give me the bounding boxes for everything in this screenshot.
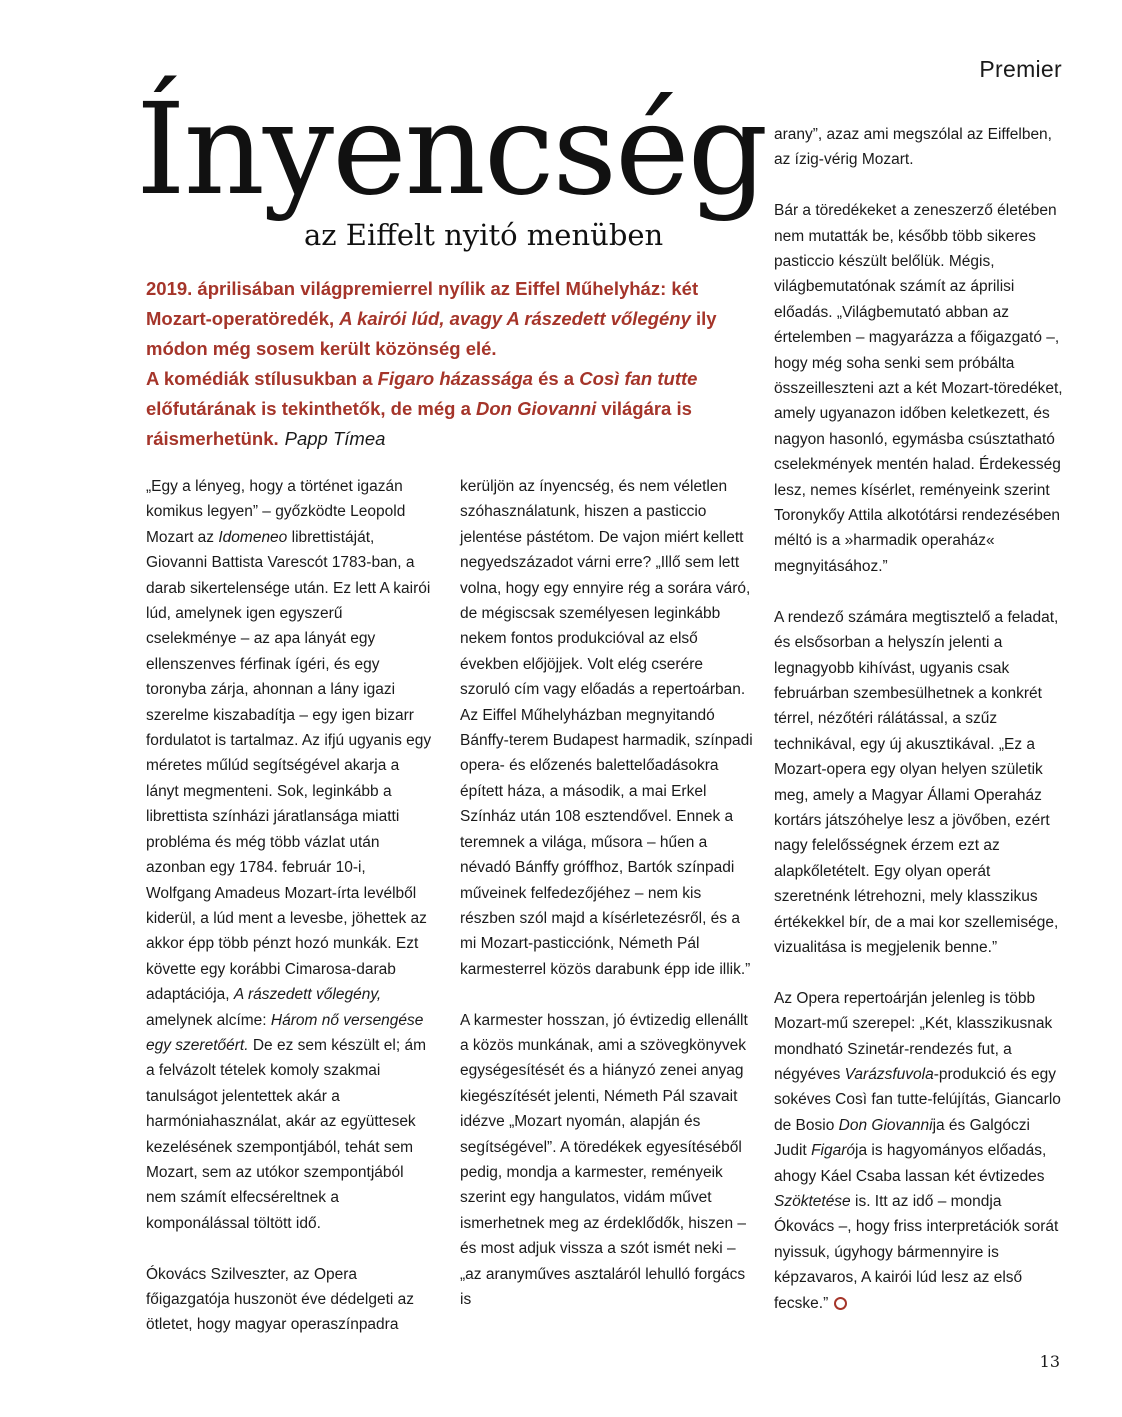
lead-paragraph (146, 274, 746, 454)
body-text: Az Opera repertoárján jelenleg is több Mozart-mű szerepel: „Két, klasszikusnak mondható Szinetár-rendezés fut, a négyéves (774, 989, 1053, 1083)
body-paragraph: A karmester hosszan, jó évtizedig ellenállt a közös munkának, ami a szövegkönyvek egységesítését és a hiányzó zenei anyag kiegészítését jelenti, Németh Pál szavait idézve „Mozart nyomán, alapján és segítségével”. A töredékek egyesítéséből pedig, mondja a karmester, reményeik szerint egy hangulatos, vidám művet ismerhetnek meg az érdeklődők, hiszen – és most adjuk vissza a szót ismét neki – „az aranyműves asztaláról lehulló forgács is (460, 1011, 748, 1308)
section-label: Premier (979, 56, 1062, 82)
lead-text: előfutárának is tekinthetők, de még a (146, 398, 477, 419)
body-column-3 (774, 122, 1066, 1341)
italic-title: Varázsfuvola (844, 1065, 934, 1083)
body-column-1 (146, 474, 434, 1363)
body-text: is. Itt az idő – mondja Ókovács –, hogy friss interpretációk sorát nyissuk, úgyhogy bármennyire is képzavaros, A kairói lúd lesz az első fecske.” (774, 1193, 1059, 1312)
body-paragraph: A rendező számára megtisztelő a feladat, és elsősorban a helyszín jelenti a legnagyobb kihívást, ugyanis csak februárban szembesülhetnek a konkrét térrel, nézőtéri rálátással, a szűz technikával, egy új akusztikával. „Ez a Mozart-opera egy olyan helyen születik meg, amely a Magyar Állami Operaház kortárs játszóhelye lesz a jövőben, ezért nagy felelősségnek érzem ezt az alapkőletételt. Egy olyan operát szeretnénk létrehozni, mely klasszikus értékekkel bír, de a mai kor szellemisége, vizualitása is megjelenik benne.” (774, 608, 1059, 956)
article-subtitle: az Eiffelt nyitó menüben (304, 218, 664, 252)
italic-title: Három nő versengése egy szeretőért. (146, 1011, 424, 1054)
body-text: ja és Galgóczi Judit (774, 1116, 1030, 1160)
body-paragraph (146, 474, 434, 1236)
italic-title: Figaró (811, 1142, 855, 1160)
body-text: amelynek alcíme: (146, 1011, 271, 1029)
lead-italic-title: Don Giovanni (476, 398, 597, 419)
lead-text: világára is ráismerhetünk. (146, 398, 692, 449)
body-paragraph (774, 986, 1066, 1316)
lead-italic-title: Figaro házassága (377, 368, 533, 389)
body-text: -produkció és egy sokéves Così fan tutte-felújítás, Giancarlo de Bosio (774, 1065, 1061, 1134)
lead-line-1 (146, 274, 746, 364)
italic-title: Idomeneo (218, 528, 288, 546)
italic-title: A rászedett vőlegény, (233, 986, 382, 1004)
body-text: librettistáját, Giovanni Battista Varescót 1783-ban, a darab sikertelensége után. Ez lett A kairói lúd, amelynek igen egyszerű cselekménye – az apa lányát egy ellenszenves férfinak ígéri, és egy toronyba zárja, ahonnan a lány igazi szerelme kiszabadítja – egy igen bizarr fordulatot is tartalmaz. Az ifjú ugyanis egy méretes műlúd segítségével akarja a lányt megmenteni. Sok, leginkább a librettista színházi járatlansága miatti probléma és még több vázlat után azonban egy 1784. február 10-i, Wolfgang Amadeus Mozart-írta levélből kiderül, a lúd ment a levesbe, jöhettek az akkor épp több pénzt hozó munkák. Ezt követte egy korábbi Cimarosa-darab adaptációja, (146, 528, 432, 1004)
article-title: Ínyencség (136, 76, 767, 223)
italic-title: Szöktetése (774, 1193, 851, 1211)
lead-text: és a (532, 368, 580, 389)
lead-text: A komédiák stílusukban a (146, 368, 378, 389)
body-paragraph: kerüljön az ínyencség, és nem véletlen szóhasználatunk, hiszen a pasticcio jelentése pástétom. De vajon miért kellett negyedszázadot várni erre? „Illő sem lett volna, hogy egy ennyire rég a sorára váró, de mégiscsak személyesen leginkább nekem fontos produkcióval az első években előjöjjek. Volt elég cserére szoruló cím vagy előadás a repertoárban. Az Eiffel Műhelyházban megnyitandó Bánffy-terem Budapest harmadik, színpadi opera- és előzenés balettelőadásokra épített háza, a második, a mai Erkel Színház után 108 esztendővel. Ennek a teremnek a világa, műsora – hűen a névadó Bánffy gróffhoz, Bartók színpadi műveinek felfedezőjéhez – nem kis részben szól majd a kísérletezésről, és a mi Mozart-pasticciónk, Németh Pál karmesterrel közös darabunk épp ide illik.” (460, 478, 753, 978)
lead-italic-title: A kairói lúd, avagy A rászedett vőlegény (339, 308, 691, 329)
body-paragraph: Bár a töredékeket a zeneszerző életében nem mutatták be, később több sikeres pasticcio készült belőlük. Mégis, világbemutatónak számít az áprilisi előadás. „Világbemutató abban az értelemben – magyarázza a főigazgató –, hogy még soha senki sem próbálta összeilleszteni azt a két Mozart-töredéket, amely ugyanazon időben keletkezett, és nagyon hasonló, egymásba csúsztatható cselekmények mentén halad. Érdekesség lesz, nemes kísérlet, reményeink szerint Toronykőy Attila alkotótársi rendezésében méltó is a »harmadik operaház« megnyitásához.” (774, 202, 1063, 575)
end-of-article-icon (834, 1297, 847, 1310)
lead-text: ily módon még sosem került közönség elé. (146, 308, 717, 359)
page-number: 13 (1039, 1352, 1060, 1371)
body-text: ja is hagyományos előadás, ahogy Káel Csaba lassan két évtizedes (774, 1142, 1047, 1185)
body-paragraph: arany”, azaz ami megszólal az Eiffelben, az ízig-vérig Mozart. (774, 126, 1052, 169)
author-byline: Papp Tímea (284, 428, 386, 449)
body-text: „Egy a lényeg, hogy a történet igazán komikus legyen” – győzködte Leopold Mozart az (146, 478, 406, 546)
lead-italic-title: Così fan tutte (579, 368, 698, 389)
lead-line-2 (146, 364, 746, 454)
italic-title: Don Giovanni (838, 1116, 933, 1134)
body-paragraph: Ókovács Szilveszter, az Opera főigazgatója huszonöt éve dédelgeti az ötletet, hogy magyar operaszínpadra (146, 1265, 415, 1334)
lead-text: 2019. áprilisában világpremierrel nyílik az Eiffel Műhelyház: két Mozart-operatöredék, (146, 278, 699, 329)
body-column-2 (460, 474, 754, 1338)
body-text: De ez sem készült el; ám a felvázolt tételek komoly szakmai tanulságot jelentettek akár a harmóniahasználat, akár az együttesek kezelésének szempontjából, tehát sem Mozart, sem az utókor szempontjából nem számít elfecséreltnek a komponálással töltött idő. (146, 1036, 426, 1232)
